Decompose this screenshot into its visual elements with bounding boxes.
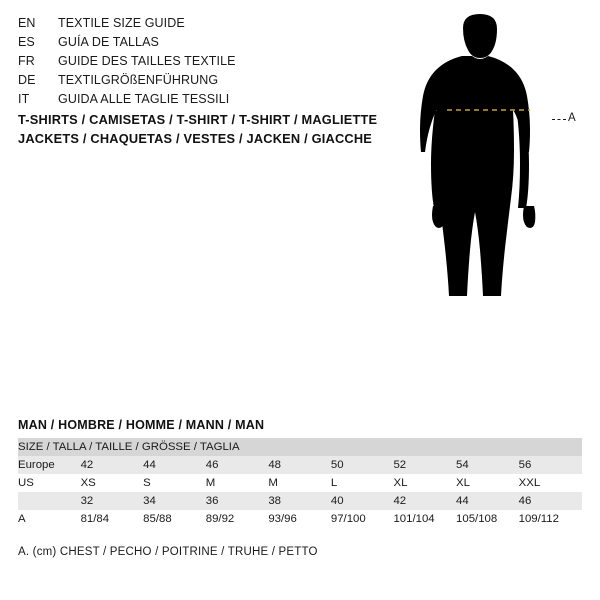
size-table [18, 438, 582, 528]
language-code: EN [18, 16, 36, 30]
row-value: 48 [268, 456, 331, 474]
language-title-list [18, 16, 398, 111]
language-title: GUIDA ALLE TAGLIE TESSILI [58, 92, 230, 106]
row-value: 50 [331, 456, 394, 474]
language-row [18, 92, 398, 111]
garment-category-list [18, 111, 438, 148]
language-code: FR [18, 54, 35, 68]
row-value: XXL [519, 474, 582, 492]
row-value: 44 [456, 492, 519, 510]
language-title: TEXTILGRÖßENFÜHRUNG [58, 73, 219, 87]
language-code: IT [18, 92, 30, 106]
row-value: 42 [393, 492, 456, 510]
language-title: GUIDE DES TAILLES TEXTILE [58, 54, 236, 68]
measurement-footnote: A. (cm) CHEST / PECHO / POITRINE / TRUHE / PETTO [18, 546, 318, 558]
row-label: US [18, 474, 81, 492]
table-row [18, 510, 582, 528]
row-value: XL [393, 474, 456, 492]
table-row [18, 474, 582, 492]
language-code: ES [18, 35, 35, 49]
row-value: XL [456, 474, 519, 492]
row-value: 34 [143, 492, 206, 510]
row-value: 81/84 [81, 510, 144, 528]
row-value: 38 [268, 492, 331, 510]
table-header-label: SIZE / TALLA / TAILLE / GRÖSSE / TAGLIA [18, 438, 582, 456]
row-value: 109/112 [519, 510, 582, 528]
row-value: 56 [519, 456, 582, 474]
row-value: 93/96 [268, 510, 331, 528]
row-value: 36 [206, 492, 269, 510]
row-value: 32 [81, 492, 144, 510]
row-label: Europe [18, 456, 81, 474]
marker-leader-line [552, 119, 566, 120]
marker-label-a: A [568, 112, 577, 124]
table-header-row [18, 438, 582, 456]
row-value: 52 [393, 456, 456, 474]
language-title: GUÍA DE TALLAS [58, 35, 159, 49]
language-title: TEXTILE SIZE GUIDE [58, 16, 185, 30]
language-row [18, 35, 398, 54]
language-row [18, 73, 398, 92]
row-label [18, 492, 81, 510]
language-row [18, 16, 398, 35]
row-value: XS [81, 474, 144, 492]
row-value: 89/92 [206, 510, 269, 528]
row-value: 46 [206, 456, 269, 474]
row-value: 85/88 [143, 510, 206, 528]
row-value: 46 [519, 492, 582, 510]
body-figure [400, 10, 600, 410]
row-value: 40 [331, 492, 394, 510]
row-value: 105/108 [456, 510, 519, 528]
row-value: 54 [456, 456, 519, 474]
language-code: DE [18, 73, 36, 87]
language-row [18, 54, 398, 73]
row-value: 42 [81, 456, 144, 474]
row-value: L [331, 474, 394, 492]
size-table-section [18, 418, 582, 528]
row-value: 44 [143, 456, 206, 474]
row-value: 97/100 [331, 510, 394, 528]
row-value: M [206, 474, 269, 492]
male-silhouette-icon [400, 10, 600, 410]
table-row [18, 492, 582, 510]
category-jackets: JACKETS / CHAQUETAS / VESTES / JACKEN / GIACCHE [18, 130, 373, 146]
table-title: MAN / HOMBRE / HOMME / MANN / MAN [18, 418, 265, 432]
category-tshirts: T-SHIRTS / CAMISETAS / T-SHIRT / T-SHIRT / MAGLIETTE [18, 112, 378, 127]
row-value: M [268, 474, 331, 492]
row-value: S [143, 474, 206, 492]
row-value: 101/104 [393, 510, 456, 528]
row-label: A [18, 510, 81, 528]
table-row [18, 456, 582, 474]
